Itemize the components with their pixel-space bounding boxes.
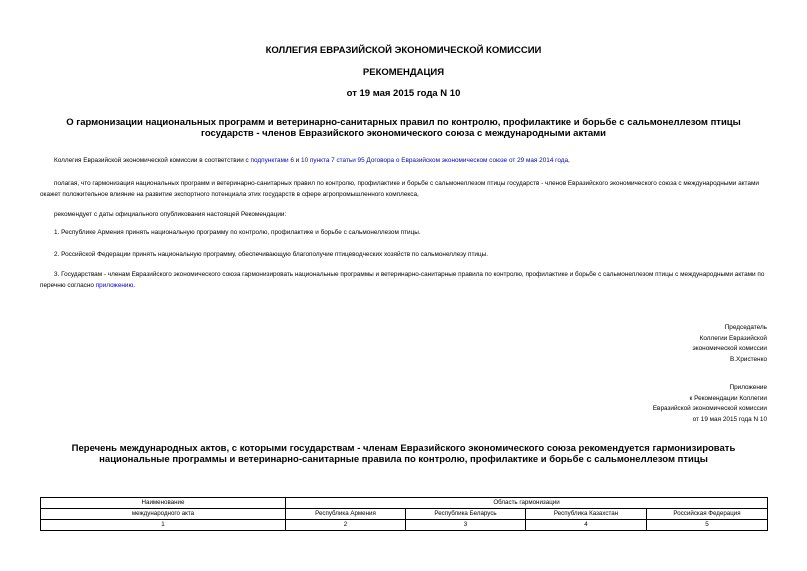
preamble-text-3: , <box>568 157 570 164</box>
col-header-act-name-1: Наименование <box>41 498 286 509</box>
appendix-line-2: к Рекомендации Коллегии <box>689 394 767 402</box>
signature-line-2: Коллегии Евразийской <box>699 334 767 342</box>
paragraph-item-1: 1. Республике Армения принять национальную программу по контролю, профилактике и борьбе с сальмонеллезом птицы. <box>54 229 421 236</box>
org-heading: КОЛЛЕГИЯ ЕВРАЗИЙСКОЙ ЭКОНОМИЧЕСКОЙ КОМИССИИ <box>265 45 542 56</box>
signature-line-3: экономической комиссии <box>692 345 767 352</box>
item-3-text-end: . <box>133 282 136 289</box>
col-header-armenia: Республика Армения <box>286 509 406 520</box>
appendix-line-1: Приложение <box>729 384 767 391</box>
col-number-2: 2 <box>286 520 406 531</box>
signature-block <box>467 323 767 365</box>
col-number-5: 5 <box>647 520 768 531</box>
col-header-russia: Российская Федерация <box>647 509 768 520</box>
table-row <box>41 509 768 520</box>
col-number-3: 3 <box>406 520 526 531</box>
paragraph-item-3 <box>40 269 767 291</box>
preamble-text-1: Коллегия Евразийской экономической комиссии в соответствии с <box>54 157 251 164</box>
preamble-text-2: и <box>293 157 302 164</box>
link-appendix[interactable]: приложению <box>95 282 134 289</box>
harmonization-table <box>40 497 768 531</box>
document-title: О гармонизации национальных программ и ветеринарно-санитарных правил по контролю, профилактике и борьбе с сальмонеллезом птицы государств - членов Евразийского экономического союза с международными актами <box>66 117 741 139</box>
paragraph-recommends: рекомендует с даты официального опубликования настоящей Рекомендации: <box>54 211 287 218</box>
table-row <box>41 498 768 509</box>
col-header-kazakhstan: Республика Казахстан <box>526 509 647 520</box>
signature-line-1: Председатель <box>724 324 767 331</box>
appendix-title: Перечень международных актов, с которыми государствам - членам Евразийского экономического союза рекомендуется гармонизировать национальные программы и ветеринарно-санитарные правила по контролю, профилактике и борьбе с сальмонеллезом птицы <box>71 443 736 465</box>
paragraph-item-2: 2. Российской Федерации принять национальную программу, обеспечивающую благополучие птицеводческих хозяйств по сальмонеллезу птицы. <box>54 251 488 258</box>
col-number-1: 1 <box>41 520 286 531</box>
appendix-line-3: Евразийской экономической комиссии <box>652 405 767 412</box>
col-header-act-name-2: международного акта <box>41 509 286 520</box>
date-number-heading: от 19 мая 2015 года N 10 <box>346 88 461 99</box>
doc-type-heading: РЕКОМЕНДАЦИЯ <box>362 67 445 78</box>
table-row <box>41 520 768 531</box>
signature-name: В.Христенко <box>730 355 767 363</box>
paragraph-preamble <box>40 155 767 166</box>
item-3-text: 3. Государствам - членам Евразийского экономического союза гармонизировать национальные программы и ветеринарно-санитарные правила по контролю, профилактике и борьбе с сальмонеллезом птицы с международными актами по перечню согласно <box>40 271 765 289</box>
link-subparagraph-6[interactable]: подпунктами 6 <box>250 157 294 164</box>
appendix-line-4: от 19 мая 2015 года N 10 <box>692 415 767 423</box>
col-number-4: 4 <box>526 520 647 531</box>
col-header-harmonization-area: Область гармонизации <box>286 498 768 509</box>
col-header-belarus: Республика Беларусь <box>406 509 526 520</box>
appendix-reference-block <box>467 383 767 425</box>
link-treaty-article-95[interactable]: 10 пункта 7 статьи 95 Договора о Евразийском экономическом союзе от 29 мая 2014 года <box>301 157 569 164</box>
paragraph-considering: полагая, что гармонизация национальных программ и ветеринарно-санитарных правил по контролю, профилактике и борьбе с сальмонеллезом птицы государств - членов Евразийского экономического союза с международными актами окажет положительное влияние на развитие экспортного потенциала этих государств в сфере агропромышленного комплекса, <box>40 180 759 198</box>
